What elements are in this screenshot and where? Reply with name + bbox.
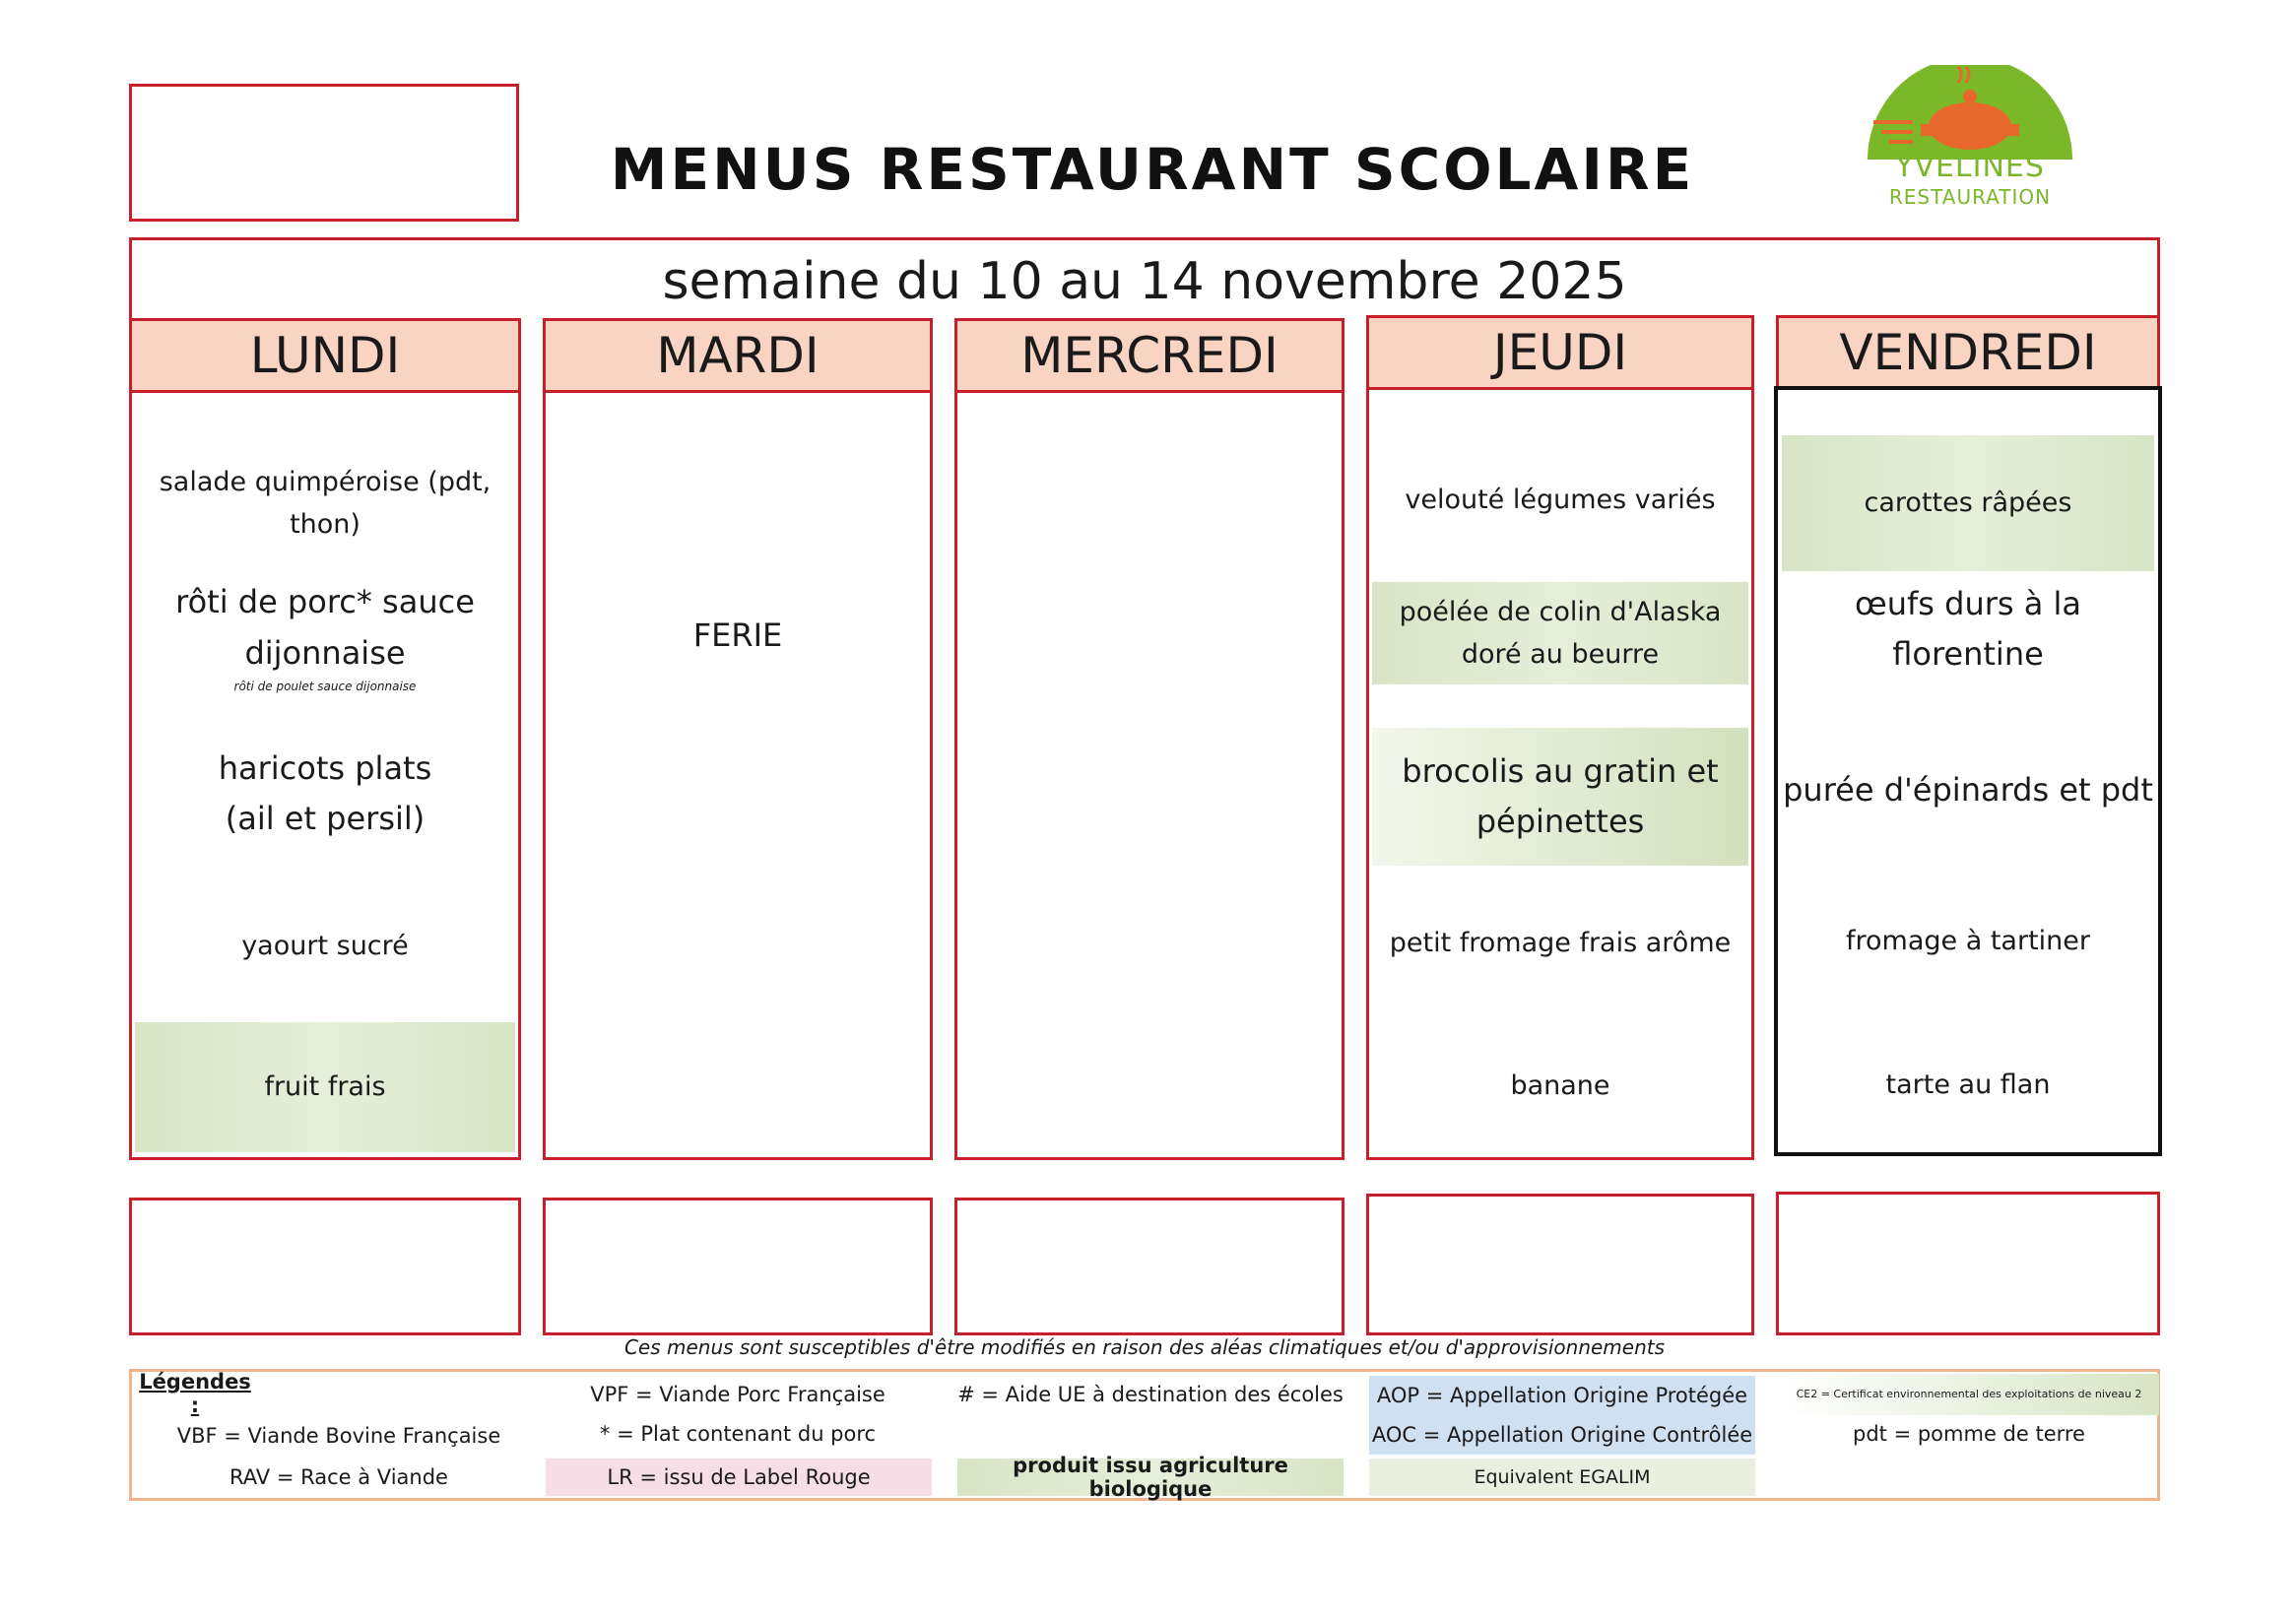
legend-lr: LR = issu de Label Rouge	[546, 1459, 932, 1496]
legend-rav: RAV = Race à Viande	[230, 1465, 448, 1489]
legend-pdt: pdt = pomme de terre	[1853, 1422, 2085, 1446]
legend-ce2: CE2 = Certificat environnemental des exploitations de niveau 2	[1779, 1374, 2159, 1415]
menu-item-side: purée d'épinards et pdt	[1783, 771, 2153, 810]
bottom-cell-mercredi	[954, 1198, 1345, 1335]
page-title: MENUS RESTAURANT SCOLAIRE	[610, 136, 1695, 203]
menu-item-main: œufs durs à la florentine	[1855, 584, 2081, 673]
bottom-cell-jeudi	[1366, 1194, 1754, 1335]
menu-item-holiday: FERIE	[692, 616, 783, 655]
day-header-vendredi-box	[1776, 315, 2160, 390]
legend-title: Légendes :	[139, 1370, 251, 1417]
week-banner: semaine du 10 au 14 novembre 2025	[129, 237, 2160, 320]
day-column-mercredi	[954, 318, 1345, 1160]
legend-vbf: VBF = Viande Bovine Française	[176, 1424, 501, 1448]
menu-item-dessert: fruit frais	[135, 1022, 515, 1152]
day-header: JEUDI	[1369, 318, 1751, 390]
bottom-cell-mardi	[543, 1198, 933, 1335]
legend-aop: AOP = Appellation Origine Protégée	[1369, 1376, 1755, 1415]
bottom-cell-lundi	[129, 1198, 521, 1335]
menu-item-dairy: fromage à tartiner	[1846, 926, 2090, 957]
legend-egalim: Equivalent EGALIM	[1369, 1459, 1755, 1496]
menu-item-dessert: tarte au flan	[1885, 1070, 2051, 1101]
menu-item-main-text: rôti de porc* sauce dijonnaise	[175, 583, 475, 672]
legend-vpf: VPF = Viande Porc Française	[590, 1383, 886, 1406]
day-column-vendredi	[1774, 386, 2162, 1156]
day-column-lundi	[129, 318, 521, 1160]
disclaimer-note: Ces menus sont susceptibles d'être modifiés en raison des aléas climatiques et/ou d'approvisionnements	[623, 1335, 1666, 1359]
yvelines-logo	[1852, 65, 2088, 213]
menu-item-main-alt: rôti de poulet sauce dijonnaise	[233, 679, 417, 693]
menu-item-main	[138, 577, 512, 695]
legend-box	[129, 1369, 2160, 1501]
day-column-mardi	[543, 318, 933, 1160]
day-header: MARDI	[546, 321, 930, 393]
day-header: MERCREDI	[957, 321, 1342, 393]
legend-porc: * = Plat contenant du porc	[599, 1422, 877, 1446]
legend-ue: # = Aide UE à destination des écoles	[957, 1383, 1344, 1406]
menu-item-main: poélée de colin d'Alaska doré au beurre	[1372, 582, 1748, 684]
menu-item-dessert: banane	[1510, 1070, 1610, 1102]
menu-item-dairy: petit fromage frais arôme	[1389, 928, 1732, 959]
bottom-cell-vendredi	[1776, 1192, 2160, 1335]
menu-item-starter: salade quimpéroise (pdt, thon)	[159, 466, 492, 540]
logo-graphic	[1852, 65, 2088, 163]
menu-item-dairy: yaourt sucré	[241, 931, 409, 962]
day-header: LUNDI	[132, 321, 518, 393]
day-column-jeudi	[1366, 315, 1754, 1160]
logo-line1: YVELINES	[1895, 150, 2045, 184]
top-left-box	[129, 84, 519, 222]
menu-item-side: haricots plats (ail et persil)	[218, 748, 432, 837]
menu-item-starter: velouté légumes variés	[1405, 485, 1716, 516]
logo-line2: RESTAURATION	[1888, 185, 2052, 209]
legend-bio: produit issu agriculture biologique	[957, 1459, 1344, 1496]
legend-aoc: AOC = Appellation Origine Contrôlée	[1369, 1415, 1755, 1455]
menu-item-side: brocolis au gratin et pépinettes	[1372, 728, 1748, 866]
menu-item-starter: carottes râpées	[1782, 435, 2154, 571]
day-header: VENDREDI	[1779, 318, 2157, 390]
